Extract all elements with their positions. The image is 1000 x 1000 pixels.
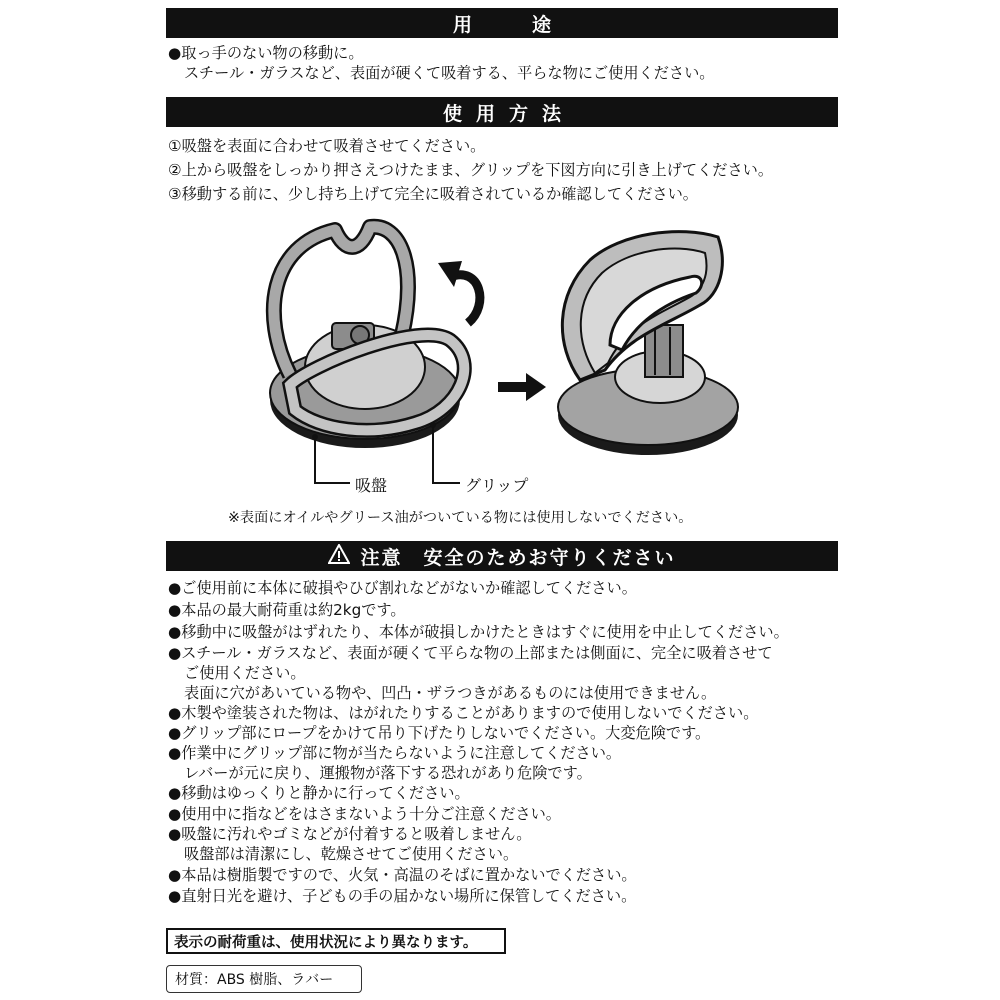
caution-line-12: ●使用中に指などをはさまないよう十分ご注意ください。: [168, 805, 561, 823]
caution-line-8: ●グリップ部にロープをかけて吊り下げたりしないでください。大変危険です。: [168, 724, 711, 742]
howto-step-1: ①吸盤を表面に合わせて吸着させてください。: [168, 137, 486, 155]
howto-step-2: ②上から吸盤をしっかり押さえつけたまま、グリップを下図方向に引き上げてください。: [168, 161, 774, 179]
arrow-right-icon: [498, 373, 546, 401]
diagram-illustration: [250, 205, 770, 500]
oil-warning-note: ※表面にオイルやグリース油がついている物には使用しないでください。: [228, 510, 693, 526]
caution-line-2: ●本品の最大耐荷重は約2kgです。: [168, 601, 406, 619]
caution-line-15: ●本品は樹脂製ですので、火気・高温のそばに置かないでください。: [168, 866, 637, 884]
howto-header: [166, 97, 838, 127]
caution-line-6: 表面に穴があいている物や、凹凸・ザラつきがあるものには使用できません。: [184, 684, 717, 702]
load-capacity-note: 表示の耐荷重は、使用状況により異なります。: [166, 928, 506, 954]
caution-line-16: ●直射日光を避け、子どもの手の届かない場所に保管してください。: [168, 887, 637, 905]
suction-cup-diagram: [250, 205, 770, 500]
usage-title: 用途: [452, 13, 611, 36]
rotate-arrow-icon: [438, 261, 480, 323]
material-info: 材質：ABS 樹脂、ラバー: [166, 965, 362, 993]
caution-line-5: ご使用ください。: [184, 664, 306, 682]
usage-line-2: スチール・ガラスなど、表面が硬くて吸着する、平らな物にご使用ください。: [184, 64, 715, 82]
caution-line-7: ●木製や塗装された物は、はがれたりすることがありますので使用しないでください。: [168, 704, 759, 722]
suction-cup-unlocked-illustration: [270, 227, 464, 483]
usage-header: [166, 8, 838, 38]
caution-line-1: ●ご使用前に本体に破損やひび割れなどがないか確認してください。: [168, 579, 637, 597]
caution-line-14: 吸盤部は清潔にし、乾燥させてご使用ください。: [184, 845, 519, 863]
grip-label: グリップ: [465, 476, 529, 495]
caution-line-10: レバーが元に戻り、運搬物が落下する恐れがあり危険です。: [184, 764, 592, 782]
caution-line-9: ●作業中にグリップ部に物が当たらないように注意してください。: [168, 744, 622, 762]
caution-title: 注意 安全のためお守りください: [360, 546, 676, 569]
caution-line-11: ●移動はゆっくりと静かに行ってください。: [168, 784, 470, 802]
caution-line-3: ●移動中に吸盤がはずれたり、本体が破損しかけたときはすぐに使用を中止してください。: [168, 623, 789, 641]
suction-label: 吸盤: [355, 476, 388, 495]
caution-line-4: ●スチール・ガラスなど、表面が硬くて平らな物の上部または側面に、完全に吸着させて: [168, 644, 773, 662]
usage-line-1: ●取っ手のない物の移動に。: [168, 44, 364, 62]
howto-title: 使用方法: [442, 102, 575, 125]
warning-triangle-icon: [328, 544, 350, 569]
caution-header: [166, 541, 838, 571]
howto-step-3: ③移動する前に、少し持ち上げて完全に吸着されているか確認してください。: [168, 185, 698, 203]
caution-line-13: ●吸盤に汚れやゴミなどが付着すると吸着しません。: [168, 825, 532, 843]
suction-cup-locked-illustration: [558, 232, 738, 455]
